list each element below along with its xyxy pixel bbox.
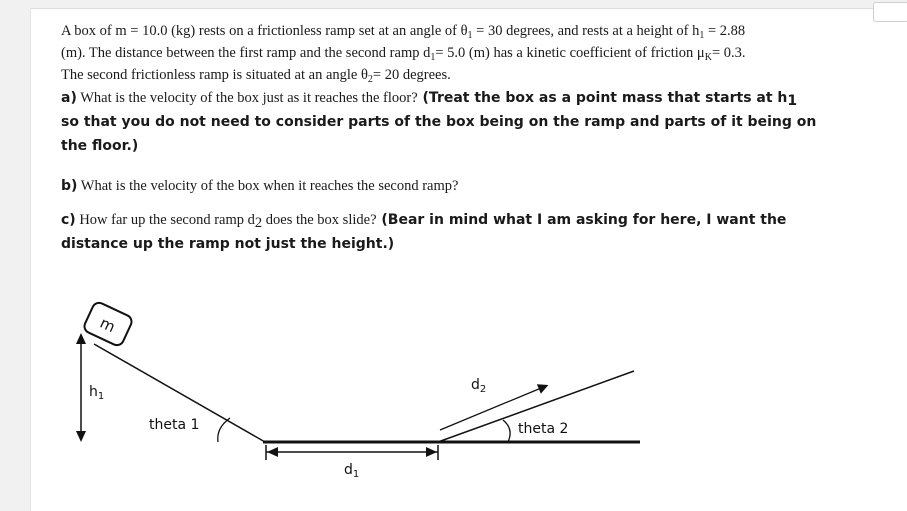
arrow-head-down (76, 431, 86, 442)
subscript: 1 (430, 52, 436, 63)
question-text: What is the velocity of the box when it reaches the second ramp? (77, 178, 459, 194)
arrow-head-up (76, 333, 86, 344)
d2-label: $d_2$ (471, 377, 487, 395)
intro-text: A box of m = 10.0 (kg) rests on a frictionless ramp set at an angle of θ (61, 23, 468, 39)
question-text: How far up the second ramp d (75, 212, 255, 228)
h1-label: $h_1$ (89, 384, 105, 402)
theta-2-arc (503, 420, 510, 442)
question-note: (Treat the box as a point mass that starts at h (417, 90, 788, 106)
subscript: 2 (367, 74, 373, 85)
intro-text: = 30 degrees, and rests at a height of h (472, 23, 700, 39)
intro-text: = 2.88 (704, 23, 746, 39)
question-text: does the box slide? (262, 212, 377, 228)
question-label: a) (61, 90, 77, 106)
intro-text: = 0.3. (711, 45, 746, 61)
d1-arrow-left (267, 447, 278, 457)
question-label: c) (61, 212, 76, 228)
box-label: m (97, 313, 119, 337)
question-note: so that you do not need to consider parts of the box being on the ramp and parts of it being on (61, 114, 817, 130)
intro-text: (m). The distance between the first ramp and the second ramp d (61, 45, 431, 61)
question-text: What is the velocity of the box just as it reaches the floor? (76, 90, 418, 106)
question-label: b) (61, 178, 78, 194)
subscript: K (704, 52, 712, 63)
intro-text: = 5.0 (m) has a kinetic coefficient of friction μ (435, 45, 705, 61)
question-note: distance up the ramp not just the height.) (61, 236, 395, 252)
question-note: (Bear in mind what I am asking for here, I want the (376, 212, 787, 228)
subscript: 1 (787, 93, 798, 109)
intro-text: = 20 degrees. (372, 67, 451, 83)
subscript: 1 (467, 30, 473, 41)
intro-text: The second frictionless ramp is situated at an angle θ (61, 67, 368, 83)
d1-arrow-right (426, 447, 437, 457)
d1-label: $d_1$ (344, 462, 360, 480)
question-note: the floor.) (61, 138, 139, 154)
subscript: 1 (699, 30, 705, 41)
theta-1-label: theta 1 (149, 417, 200, 433)
subscript: 2 (254, 215, 263, 231)
theta-2-label: theta 2 (518, 421, 569, 437)
